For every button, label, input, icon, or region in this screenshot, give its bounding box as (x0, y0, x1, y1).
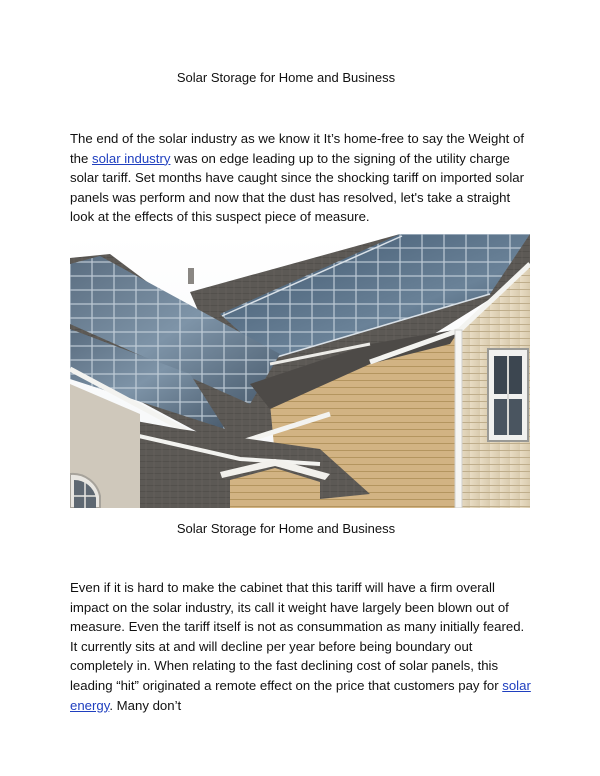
paragraph-intro-text-end: was on edge leading up to the signing of the utility charge solar tariff. Set months have caught since the shocking tariff on imported solar panels was perform and now that the dust has resolved, let's take a straight look at the effects of this suspect piece of measure. (70, 150, 524, 225)
paragraph-body-text-end: . Many don’t (109, 697, 182, 713)
paragraph-intro (70, 129, 532, 227)
document-title: Solar Storage for Home and Business (176, 70, 396, 85)
image-caption: Solar Storage for Home and Business (176, 521, 396, 536)
paragraph-intro-text-start: The end of the solar industry as we know it It’s home-free to say the Weight of the (70, 131, 524, 166)
paragraph-body (70, 578, 532, 715)
solar-energy-link[interactable]: solar energy (70, 677, 531, 713)
solar-roof-photo (70, 234, 530, 508)
solar-industry-link[interactable]: solar industry (92, 150, 171, 166)
paragraph-body-text-start: Even if it is hard to make the cabinet that this tariff will have a firm overall impact on the solar industry, its call it weight have largely been blown out of measure. Even the tariff itself is not as consummation as many initially feared. It currently sits at and will decline per year before being boundary out completely in. When relating to the fast declining cost of solar panels, this leading “hit” originated a remote effect on the price that customers pay for (70, 580, 525, 693)
